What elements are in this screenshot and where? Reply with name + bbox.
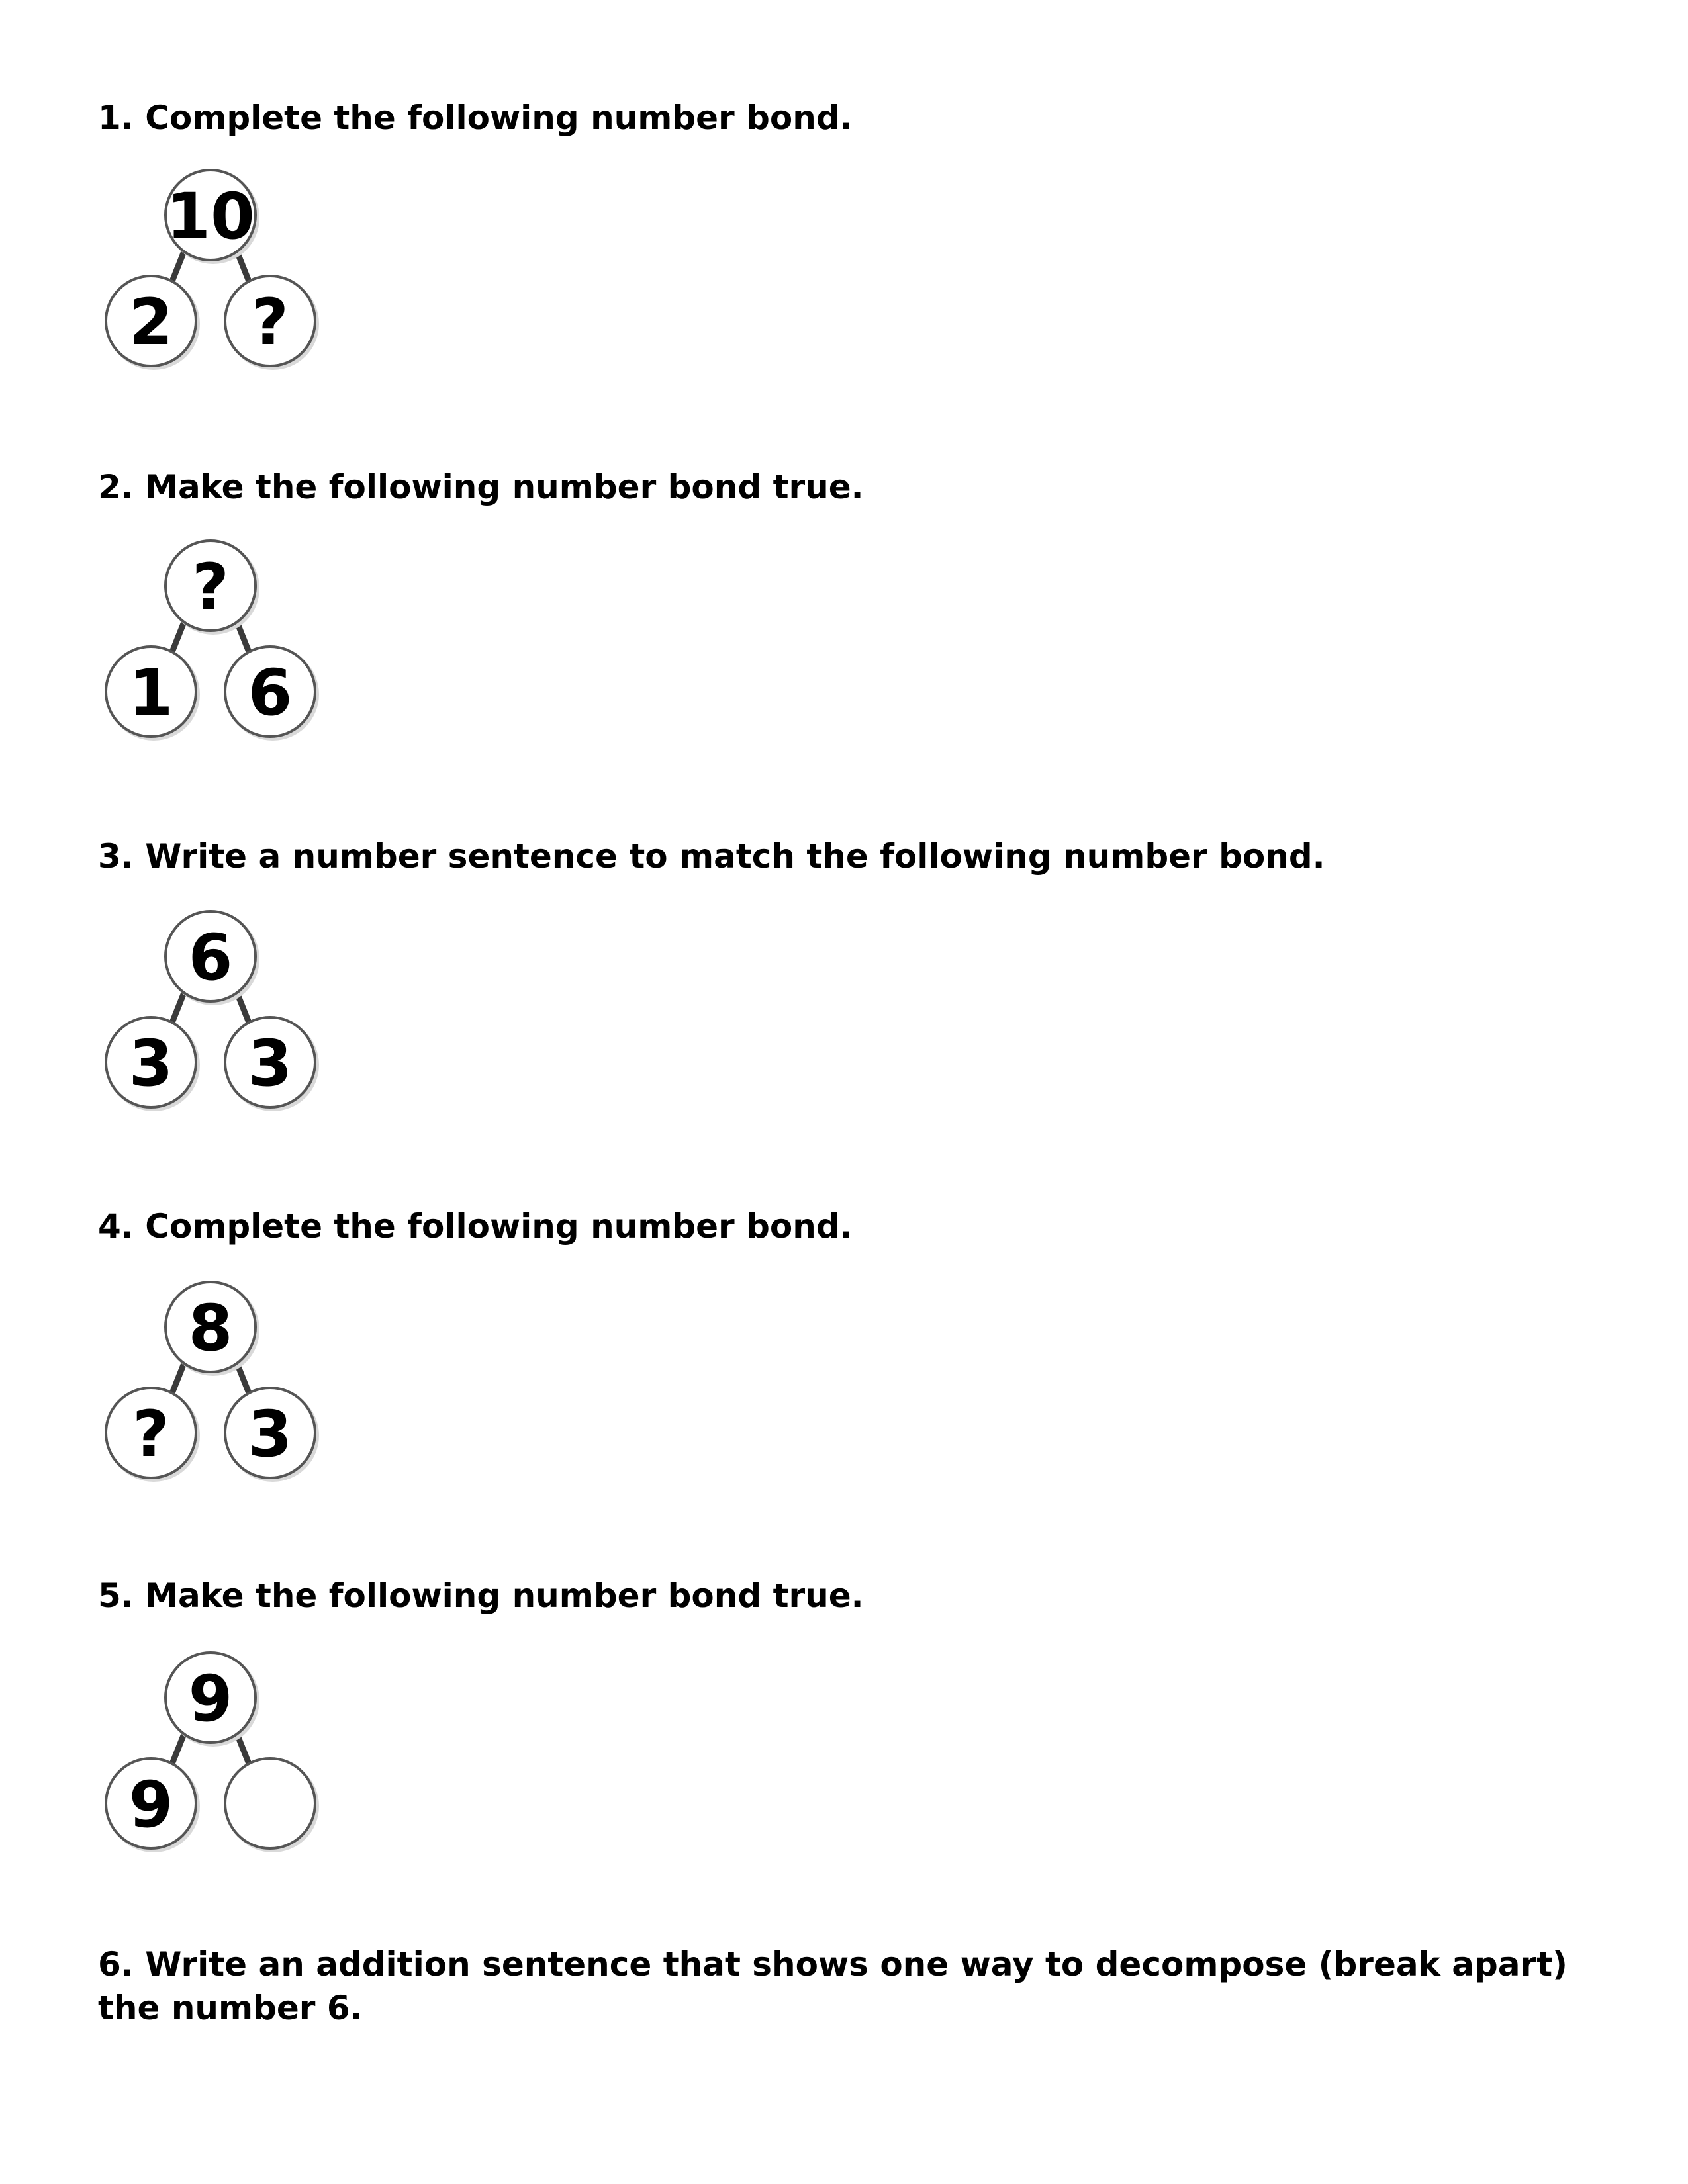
number-bond-1 [98,169,336,387]
question-5-text: 5. Make the following number bond true. [98,1576,864,1615]
bond-3-right-value: 3 [248,1026,293,1101]
question-3-text: 3. Write a number sentence to match the following number bond. [98,837,1325,876]
bond-2-left-value: 1 [128,656,173,730]
bond-5-right-circle-empty[interactable] [225,1758,315,1848]
number-bond-1-diagram [98,169,336,387]
bond-3-whole-value: 6 [188,921,233,995]
bond-1-whole-value: 10 [166,179,255,253]
number-bond-2 [98,539,336,758]
bond-2-whole-value: ? [192,550,229,624]
bond-4-left-link [172,1363,184,1393]
bond-5-left-link [172,1734,184,1764]
bond-5-left-value: 9 [128,1768,173,1842]
bond-5-whole-value: 9 [188,1662,233,1736]
bond-3-left-link [172,993,184,1023]
bond-1-left-value: 2 [128,285,173,359]
question-2-text: 2. Make the following number bond true. [98,468,864,506]
bond-4-left-value: ? [132,1397,169,1471]
question-1-text: 1. Complete the following number bond. [98,99,853,137]
number-bond-4 [98,1281,336,1499]
question-4-text: 4. Complete the following number bond. [98,1207,853,1246]
number-bond-5 [98,1651,336,1870]
question-6-text: 6. Write an addition sentence that shows one way to decompose (break apart) the number 6. [98,1945,1568,2027]
number-bond-3 [98,910,336,1128]
bond-4-right-value: 3 [248,1397,293,1471]
bond-2-right-value: 6 [248,656,293,730]
number-bond-5-diagram [98,1651,336,1870]
bond-3-left-value: 3 [128,1026,173,1101]
bond-4-whole-value: 8 [188,1291,233,1365]
bond-2-left-link [172,622,184,652]
number-bond-2-diagram [98,539,336,758]
number-bond-3-diagram [98,910,336,1128]
bond-1-right-value: ? [252,285,289,359]
number-bond-4-diagram [98,1281,336,1499]
bond-1-left-link [172,251,184,281]
